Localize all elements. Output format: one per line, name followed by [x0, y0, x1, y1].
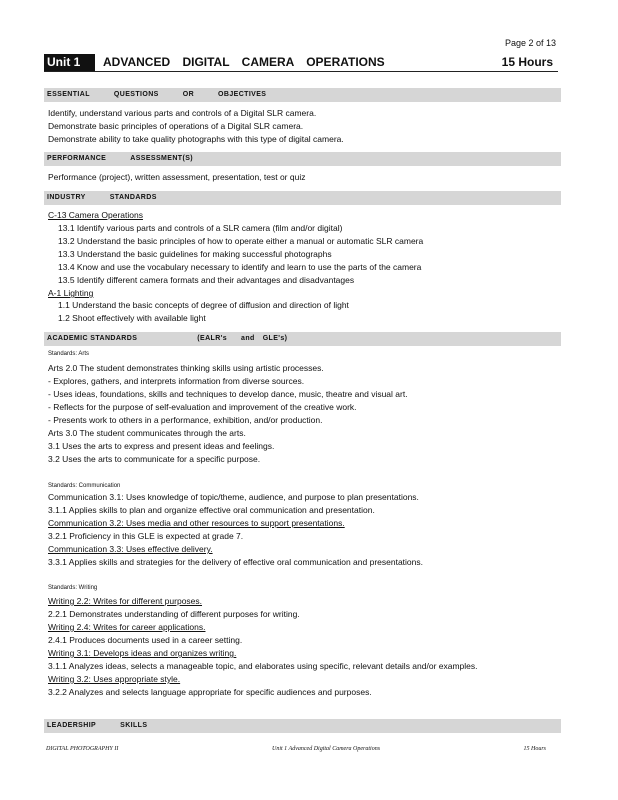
writing-line[interactable]: Writing 2.2: Writes for different purposes.	[48, 596, 203, 606]
communication-standards-label: Standards: Communication	[48, 483, 121, 489]
page-number: Page 2 of 13	[504, 38, 556, 48]
a1-item: 1.1 Understand the basic concepts of degree of diffusion and direction of light	[58, 300, 349, 310]
section-bar-academic: ACADEMIC STANDARDS (EALR's and GLE's)	[44, 332, 561, 346]
c13-item: 13.1 Identify various parts and controls of a SLR camera (film and/or digital)	[58, 223, 343, 233]
c13-item: 13.2 Understand the basic principles of how to operate either a manual or automatic SLR camera	[58, 236, 424, 246]
arts-line: 3.1 Uses the arts to express and present ideas and feelings.	[48, 441, 275, 451]
communication-line[interactable]: Communication 3.3: Uses effective delivery.	[48, 544, 213, 554]
communication-line[interactable]: Communication 3.2: Uses media and other resources to support presentations.	[48, 518, 345, 528]
c13-item: 13.3 Understand the basic guidelines for making successful photographs	[58, 249, 332, 259]
communication-line: Communication 3.1: Uses knowledge of topic/theme, audience, and purpose to plan presentations.	[48, 492, 419, 502]
writing-line: 3.1.1 Analyzes ideas, selects a manageable topic, and elaborates using specific, relevant details and/or examples.	[48, 661, 478, 671]
writing-line: 2.4.1 Produces documents used in a career setting.	[48, 635, 243, 645]
performance-line: Performance (project), written assessment, presentation, test or quiz	[48, 172, 306, 182]
essential-line: Demonstrate basic principles of operations of a Digital SLR camera.	[48, 121, 304, 131]
unit-hours: 15 Hours	[501, 55, 553, 69]
a1-item: 1.2 Shoot effectively with available light	[58, 313, 206, 323]
footer-unit: Unit 1 Advanced Digital Camera Operations	[272, 746, 381, 752]
arts-standards-label: Standards: Arts	[48, 351, 90, 357]
footer-course: DIGITAL PHOTOGRAPHY II	[46, 746, 119, 752]
unit-label: Unit 1	[44, 54, 95, 71]
c13-item: 13.5 Identify different camera formats and their advantages and disadvantages	[58, 275, 355, 285]
arts-line: - Presents work to others in a performance, exhibition, and/or production.	[48, 415, 323, 425]
arts-line: - Reflects for the purpose of self-evaluation and improvement of the creative work.	[48, 402, 357, 412]
section-bar-leadership: LEADERSHIP SKILLS	[44, 719, 561, 733]
writing-line[interactable]: Writing 3.2: Uses appropriate style.	[48, 674, 181, 684]
communication-line: 3.3.1 Applies skills and strategies for the delivery of effective oral communication and presentations.	[48, 557, 423, 567]
writing-line: 3.2.2 Analyzes and selects language appropriate for specific audiences and purposes.	[48, 687, 372, 697]
arts-line: Arts 2.0 The student demonstrates thinking skills using artistic processes.	[48, 363, 324, 373]
communication-line: 3.1.1 Applies skills to plan and organize effective oral communication and presentation.	[48, 505, 375, 515]
section-bar-industry: INDUSTRY STANDARDS	[44, 191, 561, 205]
writing-line[interactable]: Writing 2.4: Writes for career applications.	[48, 622, 206, 632]
essential-line: Identify, understand various parts and controls of a Digital SLR camera.	[48, 108, 317, 118]
arts-line: - Uses ideas, foundations, skills and techniques to develop dance, music, theatre and visual art.	[48, 389, 408, 399]
communication-line: 3.2.1 Proficiency in this GLE is expected at grade 7.	[48, 531, 244, 541]
unit-header	[44, 52, 558, 72]
writing-line: 2.2.1 Demonstrates understanding of different purposes for writing.	[48, 609, 300, 619]
c13-item: 13.4 Know and use the vocabulary necessary to identify and learn to use the parts of the camera	[58, 262, 422, 272]
footer-hours: 15 Hours	[523, 746, 546, 752]
essential-line: Demonstrate ability to take quality photographs with this type of digital camera.	[48, 134, 344, 144]
unit-divider	[44, 71, 558, 72]
standard-a1-link[interactable]: A-1 Lighting	[48, 288, 94, 298]
arts-line: - Explores, gathers, and interprets information from diverse sources.	[48, 376, 305, 386]
writing-line[interactable]: Writing 3.1: Develops ideas and organizes writing.	[48, 648, 237, 658]
section-bar-performance: PERFORMANCE ASSESSMENT(S)	[44, 152, 561, 166]
writing-standards-label: Standards: Writing	[48, 585, 98, 591]
arts-line: Arts 3.0 The student communicates through the arts.	[48, 428, 246, 438]
section-bar-essential: ESSENTIAL QUESTIONS OR OBJECTIVES	[44, 88, 561, 102]
arts-line: 3.2 Uses the arts to communicate for a specific purpose.	[48, 454, 261, 464]
standard-c13-link[interactable]: C-13 Camera Operations	[48, 210, 143, 220]
unit-title: ADVANCED DIGITAL CAMERA OPERATIONS	[103, 55, 385, 69]
